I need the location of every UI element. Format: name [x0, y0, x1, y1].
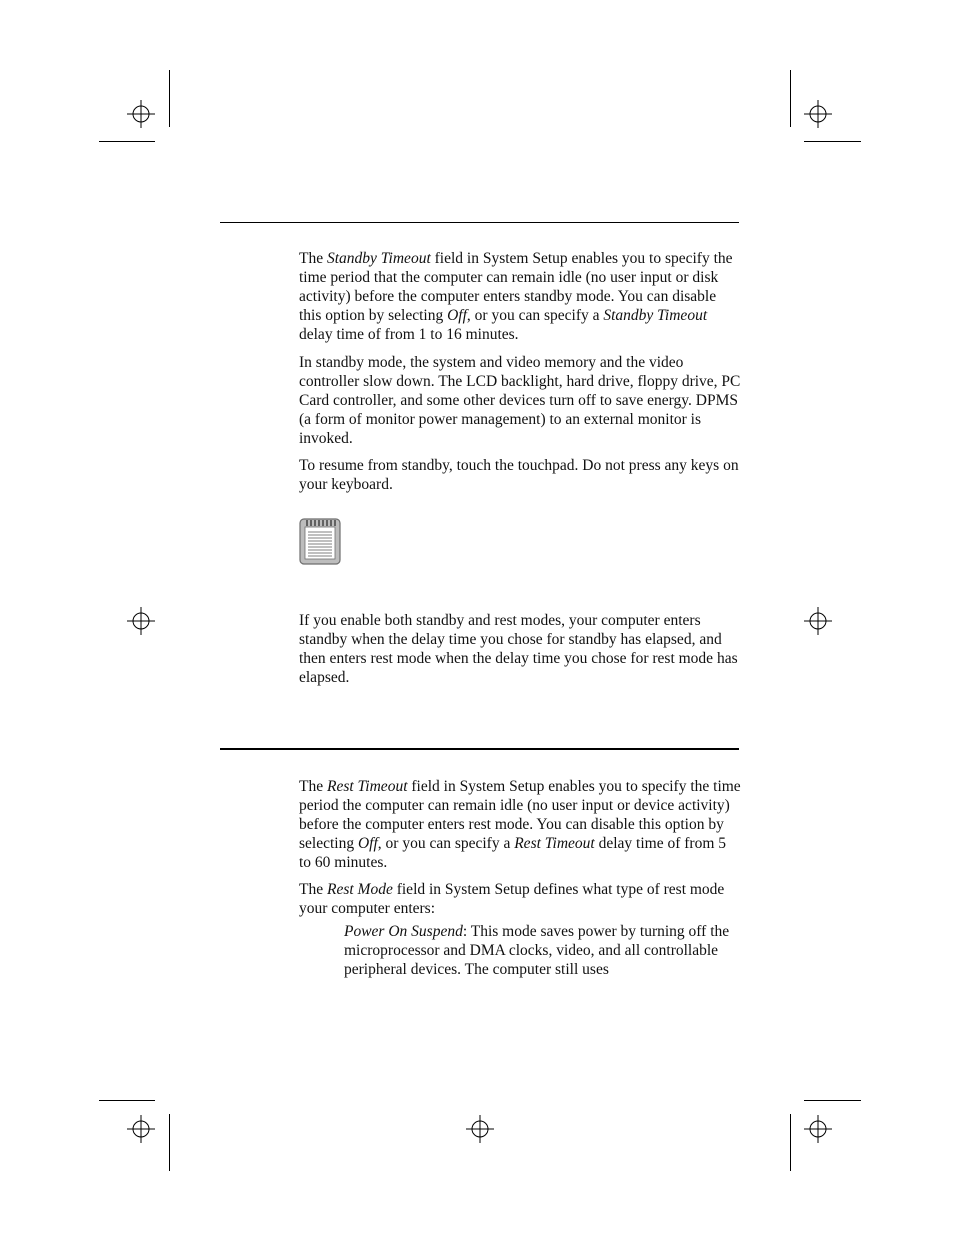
crop-mark-bottom-left-vertical: [169, 1114, 170, 1171]
text-run: delay time of from 1 to 16 minutes.: [299, 326, 519, 343]
section-rule-standby: [220, 222, 739, 223]
italic-term: Power On Suspend: [344, 923, 463, 940]
registration-mark-icon: [804, 100, 832, 128]
text-run: The: [299, 250, 327, 267]
crop-mark-bottom-left-horizontal: [99, 1100, 155, 1101]
text-run: If you enable both standby and rest modes, your computer enters standby when the delay time you chose for standby has elapsed, and then enters rest mode when the delay time you chose for rest mode has elapsed.: [299, 612, 738, 686]
text-run: The: [299, 778, 327, 795]
crop-mark-top-left-horizontal: [99, 141, 155, 142]
italic-term: Standby Timeout: [603, 307, 708, 324]
text-run: field in System Setup defines what type of rest mode your computer enters:: [299, 881, 725, 917]
crop-mark-top-left-vertical: [169, 70, 170, 127]
text-run: : This mode saves power by turning off the microprocessor and DMA clocks, video, and all controllable peripheral devices. The computer still uses: [344, 923, 730, 978]
registration-mark-icon: [466, 1115, 494, 1143]
italic-term: Off: [447, 307, 467, 324]
text-run: delay time of from 5 to 60 minutes.: [299, 835, 727, 871]
italic-term: Standby Timeout: [326, 250, 431, 267]
text-run: To resume from standby, touch the touchpad. Do not press any keys on your keyboard.: [299, 457, 739, 493]
crop-mark-bottom-right-horizontal: [804, 1100, 861, 1101]
standby-timeout-paragraph: [299, 249, 741, 344]
text-run: , or you can specify a: [466, 307, 604, 324]
crop-mark-top-right-vertical: [790, 70, 791, 127]
text-run: The: [299, 881, 327, 898]
standby-and-rest-paragraph: [299, 611, 741, 687]
crop-mark-bottom-right-vertical: [790, 1114, 791, 1171]
text-run: field in System Setup enables you to specify the time period that the computer can remain idle (no user input or disk activity) before the computer enters standby mode. You can disable this option by selecting: [299, 250, 733, 324]
registration-mark-icon: [127, 607, 155, 635]
registration-mark-icon: [804, 1115, 832, 1143]
resume-standby-paragraph: [299, 456, 741, 494]
registration-mark-icon: [127, 100, 155, 128]
italic-term: Rest Timeout: [326, 778, 408, 795]
text-run: field in System Setup enables you to specify the time period the computer can remain idle (no user input or device activity) before the computer enters rest mode. You can disable this option by selecting: [299, 778, 741, 852]
standby-mode-paragraph: [299, 353, 741, 448]
registration-mark-icon: [804, 607, 832, 635]
italic-term: Off: [357, 835, 378, 852]
rest-mode-paragraph: [299, 880, 741, 918]
registration-mark-icon: [127, 1115, 155, 1143]
text-run: , or you can specify a: [377, 835, 515, 852]
italic-term: Rest Mode: [326, 881, 393, 898]
rest-timeout-paragraph: [299, 777, 741, 872]
italic-term: Rest Timeout: [514, 835, 595, 852]
section-rule-rest: [220, 748, 739, 750]
text-run: In standby mode, the system and video memory and the video controller slow down. The LCD backlight, hard drive, floppy drive, PC Card controller, and some other devices turn off to save energy. DPMS (a form of monitor power management) to an external monitor is invoked.: [299, 354, 741, 447]
notepad-icon: [299, 517, 343, 565]
power-on-suspend-paragraph: [344, 922, 742, 979]
crop-mark-top-right-horizontal: [804, 141, 861, 142]
